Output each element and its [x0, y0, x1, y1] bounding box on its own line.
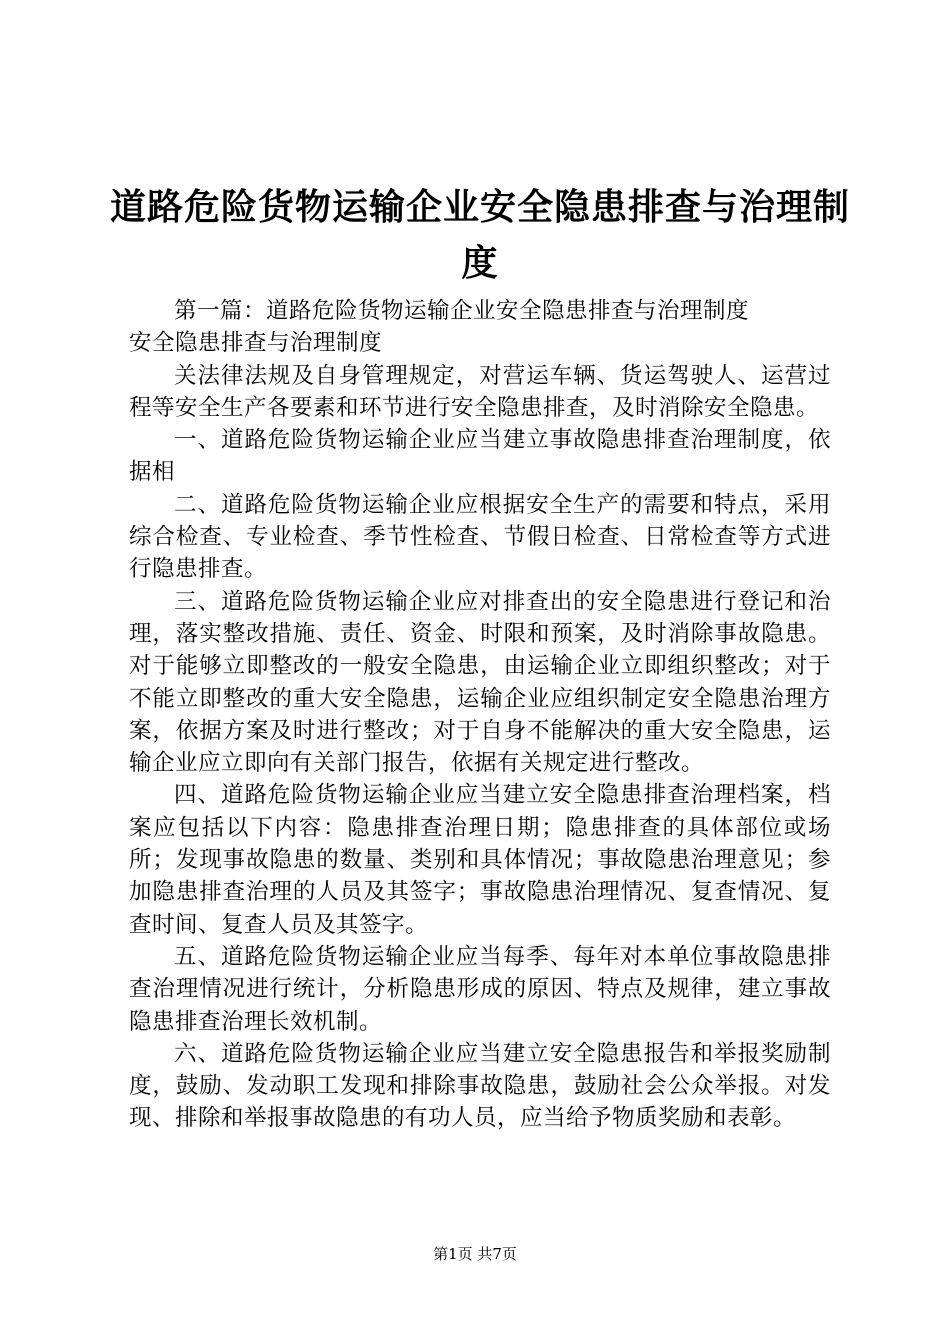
paragraph: 二、道路危险货物运输企业应根据安全生产的需要和特点，采用综合检查、专业检查、季节性检查、节假日检查、日常检查等方式进行隐患排查。	[129, 491, 831, 583]
paragraph: 一、道路危险货物运输企业应当建立事故隐患排查治理制度，依据相	[129, 427, 831, 486]
paragraph: 三、道路危险货物运输企业应对排查出的安全隐患进行登记和治理，落实整改措施、责任、资金、时限和预案，及时消除事故隐患。对于能够立即整改的一般安全隐患，由运输企业立即组织整改；对于不能立即整改的重大安全隐患，运输企业应组织制定安全隐患治理方案，依据方案及时进行整改；对于自身不能解决的重大安全隐患，运输企业应立即向有关部门报告，依据有关规定进行整改。	[129, 588, 831, 777]
paragraph: 关法律法规及自身管理规定，对营运车辆、货运驾驶人、运营过程等安全生产各要素和环节进行安全隐患排查，及时消除安全隐患。	[129, 362, 831, 421]
document-title: 道路危险货物运输企业安全隐患排查与治理制度	[110, 187, 851, 284]
page-footer	[0, 1244, 950, 1264]
page-number: 第1页 共7页	[433, 1245, 517, 1263]
paragraph-subtitle: 安全隐患排查与治理制度	[129, 330, 383, 357]
paragraph-heading: 第一篇：道路危险货物运输企业安全隐患排查与治理制度	[174, 298, 750, 324]
paragraph: 六、道路危险货物运输企业应当建立安全隐患报告和举报奖励制度，鼓励、发动职工发现和排除事故隐患，鼓励社会公众举报。对发现、排除和举报事故隐患的有功人员，应当给予物质奖励和表彰。	[129, 1040, 831, 1132]
document-body	[129, 295, 831, 1135]
paragraph: 四、道路危险货物运输企业应当建立安全隐患排查治理档案，档案应包括以下内容：隐患排查治理日期；隐患排查的具体部位或场所；发现事故隐患的数量、类别和具体情况；事故隐患治理意见；参加隐患排查治理的人员及其签字；事故隐患治理情况、复查情况、复查时间、复查人员及其签字。	[129, 782, 831, 938]
paragraph: 五、道路危险货物运输企业应当每季、每年对本单位事故隐患排查治理情况进行统计，分析隐患形成的原因、特点及规律，建立事故隐患排查治理长效机制。	[129, 943, 831, 1035]
